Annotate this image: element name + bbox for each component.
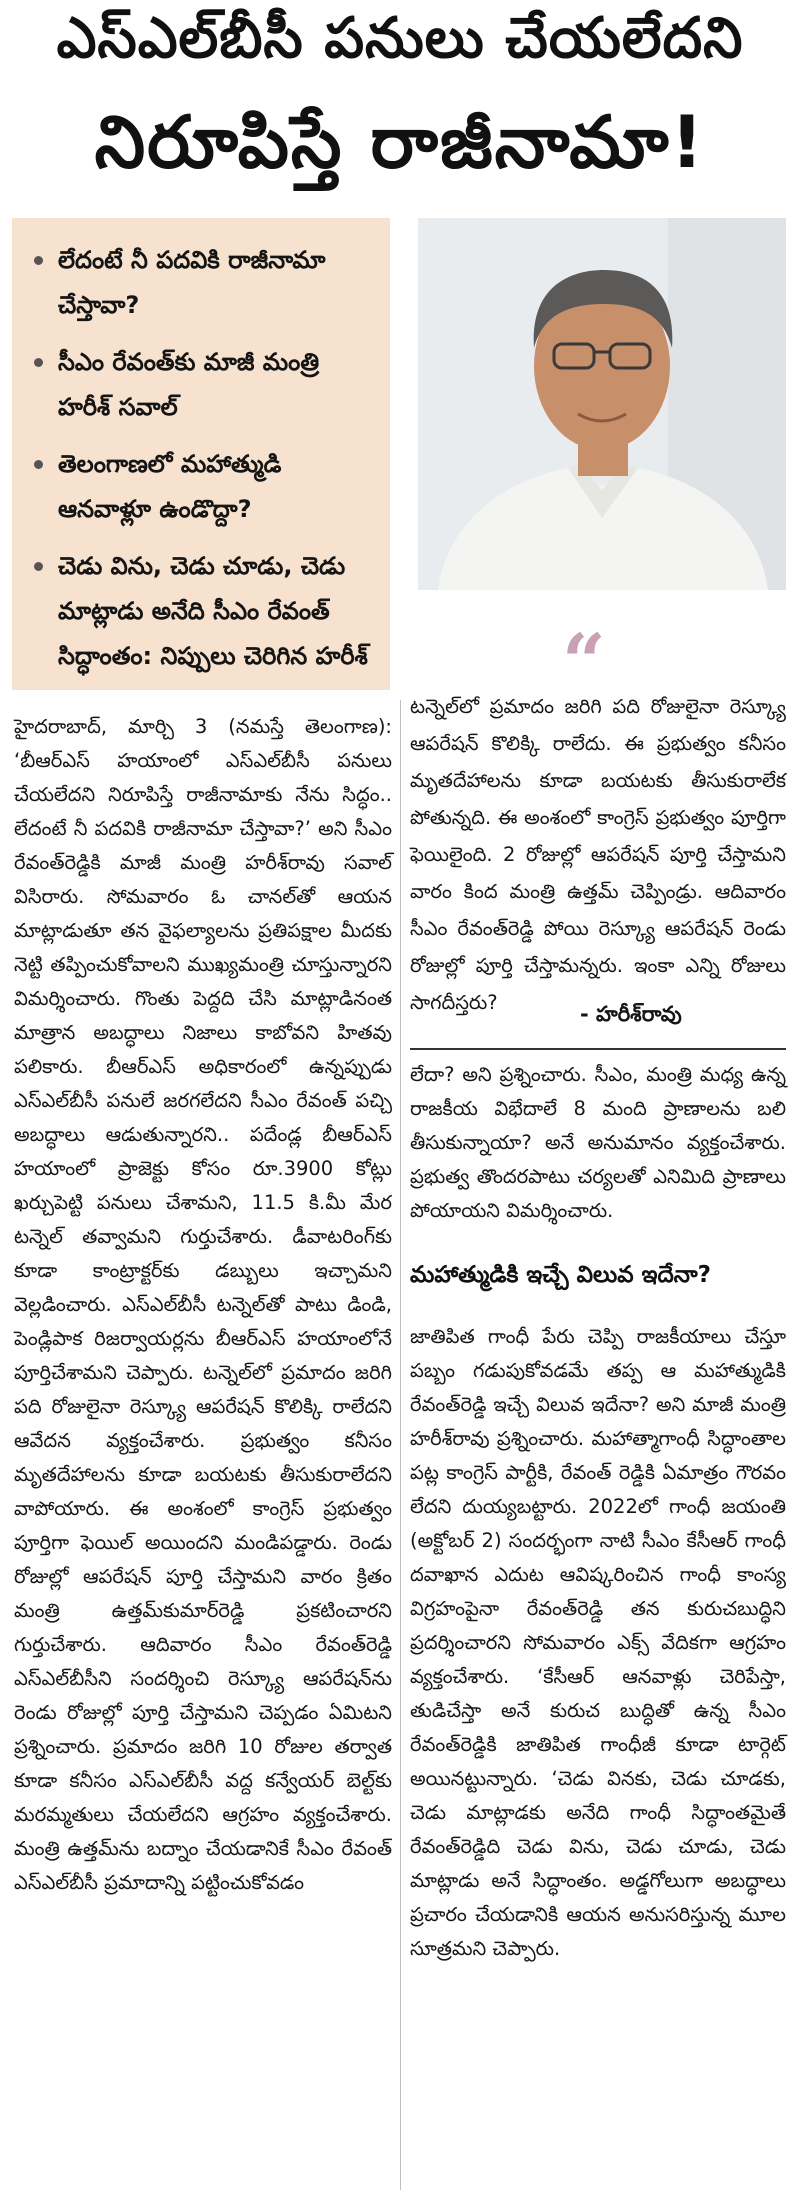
highlight-item <box>34 442 376 532</box>
portrait-illustration <box>418 218 786 590</box>
section-subheading: మహాత్ముడికి ఇచ్చే విలువ ఇదేనా? <box>410 1262 711 1288</box>
headline-line-2: నిరూపిస్తే రాజీనామా! <box>94 100 706 184</box>
harish-rao-photo <box>418 218 786 590</box>
quote-icon: “ <box>562 617 606 706</box>
quote-attribution: - హరీశ్‌రావు <box>580 1002 682 1026</box>
pull-quote: టన్నెల్‌లో ప్రమాదం జరిగి పది రోజులైనా రెస్క్యూ ఆపరేషన్ కొలిక్కి రాలేదు. ఈ ప్రభుత్వం కనీసం మృతదేహాలను కూడా బయటకు తీసుకురాలేక పోతున్నది. ఈ అంశంలో కాంగ్రెస్ ప్రభుత్వం పూర్తిగా ఫెయిలైంది. 2 రోజుల్లో ఆపరేషన్ పూర్తి చేస్తామని వారం కింద మంత్రి ఉత్తమ్ చెప్పిండ్రు. ఆదివారం సీఎం రేవంత్‌రెడ్డి పోయి రెస్క్యూ ఆపరేషన్ రెండు రోజుల్లో పూర్తి చేస్తామన్నరు. ఇంకా ఎన్ని రోజులు సాగదీస్తరు? <box>410 695 786 1014</box>
quote-divider <box>410 1048 786 1050</box>
highlight-text: చెడు విను, చెడు చూడు, చెడు మాట్లాడు అనేది సీఎం రేవంత్ సిద్ధాంతం: నిప్పులు చెరిగిన హరీశ్ <box>58 552 368 670</box>
headline-line-1: ఎస్‌ఎల్‌బీసీ పనులు చేయలేదని <box>56 6 744 71</box>
article-body-right: జాతిపిత గాంధీ పేరు చెప్పి రాజకీయాలు చేస్తూ పబ్బం గడుపుకోవడమే తప్ప ఆ మహాత్ముడికి రేవంత్‌రెడ్డి ఇచ్చే విలువ ఇదేనా? అని మాజీ మంత్రి హరీశ్‌రావు ప్రశ్నించారు. మహాత్మాగాంధీ సిద్ధాంతాల పట్ల కాంగ్రెస్ పార్టీకి, రేవంత్ రెడ్డికి ఏమాత్రం గౌరవం లేదని దుయ్యబట్టారు. 2022లో గాంధీ జయంతి (అక్టోబర్ 2) సందర్భంగా నాటి సీఎం కేసీఆర్ గాంధీ దవాఖాన ఎదుట ఆవిష్కరించిన గాంధీ కాంస్య విగ్రహంపైనా రేవంత్‌రెడ్డి తన కురుచబుద్ధిని ప్రదర్శించారని సోమవారం ఎక్స్ వేదికగా ఆగ్రహం వ్యక్తంచేశారు. ‘కేసీఆర్ ఆనవాళ్లు చెరిపేస్తా, తుడిచేస్తా అనే కురుచ బుద్ధితో ఉన్న సీఎం రేవంత్‌రెడ్డికి జాతిపిత గాంధీజీ కూడా టార్గెట్ అయినట్టున్నారు. ‘చెడు వినకు, చెడు చూడకు, చెడు మాట్లాడకు అనేది గాంధీ సిద్ధాంతమైతే రేవంత్‌రెడ్డిది చెడు విను, చెడు చూడు, చెడు మాట్లాడు అనే సిద్ధాంతం. అడ్డగోలుగా అబద్ధాలు ప్రచారం చేయడానికి ఆయన అనుసరిస్తున్న మూల సూత్రమని చెప్పారు. <box>410 1325 786 1960</box>
bullet-icon <box>34 256 43 265</box>
column-divider <box>400 700 401 2190</box>
bullet-icon <box>34 562 43 571</box>
highlight-item <box>34 544 376 679</box>
highlight-text: లేదంటే నీ పదవికి రాజీనామా చేస్తావా? <box>58 246 326 319</box>
bullet-icon <box>34 460 43 469</box>
highlight-text: సీఎం రేవంత్‌కు మాజీ మంత్రి హరీశ్ సవాల్ <box>58 348 320 421</box>
highlights-list <box>12 218 390 679</box>
highlights-box <box>12 218 390 690</box>
bullet-icon <box>34 358 43 367</box>
article-body-continuation: లేదా? అని ప్రశ్నించారు. సీఎం, మంత్రి మధ్య ఉన్న రాజకీయ విభేదాలే 8 మంది ప్రాణాలను బలి తీసుకున్నాయా? అనే అనుమానం వ్యక్తంచేశారు. ప్రభుత్వ తొందరపాటు చర్యలతో ఎనిమిది ప్రాణాలు పోయాయని విమర్శించారు. <box>410 1063 786 1222</box>
highlight-item <box>34 340 376 430</box>
article-body-left: హైదరాబాద్, మార్చి 3 (నమస్తే తెలంగాణ): ‘బీఆర్‌ఎస్ హయాంలో ఎస్‌ఎల్‌బీసీ పనులు చేయలేదని నిరూపిస్తే రాజీనామాకు నేను సిద్ధం.. లేదంటే నీ పదవికి రాజీనామా చేస్తావా?’ అని సీఎం రేవంత్‌రెడ్డికి మాజీ మంత్రి హరీశ్‌రావు సవాల్ విసిరారు. సోమవారం ఓ చానల్‌తో ఆయన మాట్లాడుతూ తన వైఫల్యాలను ప్రతిపక్షాల మీదకు నెట్టి తప్పించుకోవాలని ముఖ్యమంత్రి చూస్తున్నారని విమర్శించారు. గొంతు పెద్దది చేసి మాట్లాడినంత మాత్రాన అబద్ధాలు నిజాలు కాబోవని హితవు పలికారు. బీఆర్‌ఎస్ అధికారంలో ఉన్నప్పుడు ఎస్‌ఎల్‌బీసీ పనులే జరగలేదని సీఎం రేవంత్ పచ్చి అబద్ధాలు ఆడుతున్నారని.. పదేండ్ల బీఆర్‌ఎస్ హయాంలో ప్రాజెక్టు కోసం రూ.3900 కోట్లు ఖర్చుపెట్టి పనులు చేశామని, 11.5 కి.మీ మేర టన్నెల్ తవ్వామని గుర్తుచేశారు. డీవాటరింగ్‌కు కూడా కాంట్రాక్టర్‌కు డబ్బులు ఇచ్చామని వెల్లడించారు. ఎస్‌ఎల్‌బీసీ టన్నెల్‌తో పాటు డిండి, పెండ్లిపాక రిజర్వాయర్లను బీఆర్‌ఎస్ హయాంలోనే పూర్తిచేశామని చెప్పారు. టన్నెల్‌లో ప్రమాదం జరిగి పది రోజులైనా రెస్క్యూ ఆపరేషన్ కొలిక్కి రాలేదని ఆవేదన వ్యక్తంచేశారు. ప్రభుత్వం కనీసం మృతదేహాలను కూడా బయటకు తీసుకురాలేదని వాపోయారు. ఈ అంశంలో కాంగ్రెస్ ప్రభుత్వం పూర్తిగా ఫెయిల్ అయిందని మండిపడ్డారు. రెండు రోజుల్లో ఆపరేషన్ పూర్తి చేస్తామని వారం క్రితం మంత్రి ఉత్తమ్‌కుమార్‌రెడ్డి ప్రకటించారని గుర్తుచేశారు. ఆదివారం సీఎం రేవంత్‌రెడ్డి ఎస్‌ఎల్‌బీసీని సందర్శించి రెస్క్యూ ఆపరేషన్‌ను రెండు రోజుల్లో పూర్తి చేస్తామని చెప్పడం ఏమిటని ప్రశ్నించారు. ప్రమాదం జరిగి 10 రోజుల తర్వాత కూడా కనీసం ఎస్‌ఎల్‌బీసీ వద్ద కన్వేయర్ బెల్ట్‌కు మరమ్మతులు చేయలేదని ఆగ్రహం వ్యక్తంచేశారు. మంత్రి ఉత్తమ్‌ను బద్నాం చేయడానికే సీఎం రేవంత్ ఎస్‌ఎల్‌బీసీ ప్రమాదాన్ని పట్టించుకోవడం <box>14 715 392 1894</box>
highlight-item <box>34 238 376 328</box>
highlight-text: తెలంగాణలో మహాత్ముడి ఆనవాళ్లూ ఉండొద్దా? <box>58 450 282 523</box>
